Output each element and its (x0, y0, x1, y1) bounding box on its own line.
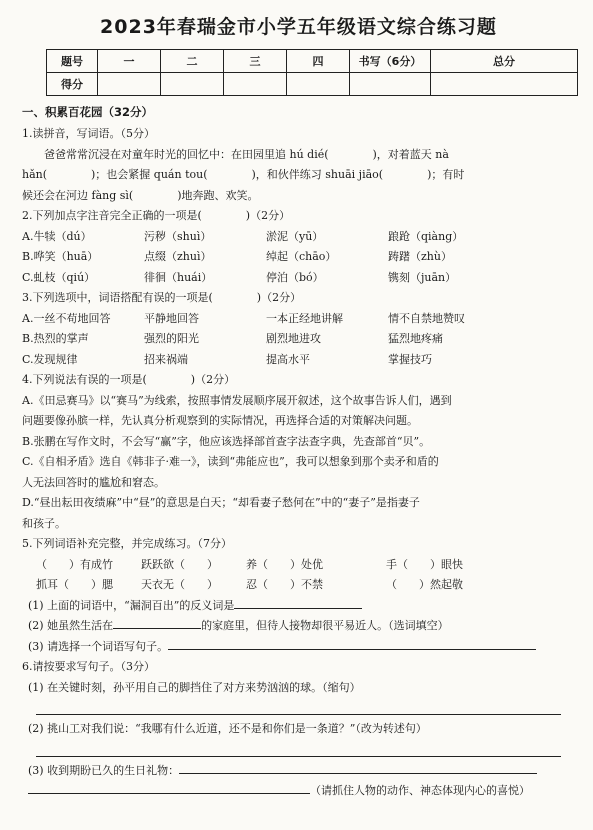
question-3-stem: 3.下列选项中，词语搭配有误的一项是( )（2分） (22, 291, 302, 304)
option-item: 停泊（bó） (266, 270, 324, 284)
option-item: 一本正经地讲解 (266, 311, 343, 325)
question-6-sub-3-continued (22, 781, 575, 802)
option-item: 污秽（shuì） (144, 229, 212, 243)
score-cell[interactable] (98, 73, 161, 96)
question-6-stem: 6.请按要求写句子。（3分） (22, 660, 155, 673)
score-header-cell: 总分 (431, 50, 578, 73)
option-item: 猛烈地疼痛 (388, 332, 443, 345)
score-cell[interactable] (431, 73, 578, 96)
question-5-sub-1 (22, 596, 575, 617)
question-6-sub-2: (2) 挑山工对我们说：“我哪有什么近道，还不是和你们是一条道？”（改为转述句） (28, 722, 427, 735)
idiom-item: 天衣无（ ） (141, 578, 218, 591)
option-item: 徘徊（huái） (144, 270, 213, 284)
idiom-item: 跃跃欲（ ） (141, 557, 218, 571)
question-2-option-row (22, 268, 575, 289)
score-header-cell: 题号 (47, 50, 98, 73)
sub-question-text: (3) 收到期盼已久的生日礼物： (28, 763, 180, 777)
question-1-text-line: hǎn( )；也会紧握 quán tou( )，和伙伴练习 shuāi jiāo( )；有时 (22, 168, 465, 181)
option-item: B.热烈的掌声 (22, 332, 89, 345)
option-item: 掌握技巧 (388, 352, 432, 366)
idiom-item: （ ）然起敬 (386, 578, 463, 591)
question-4-text-line: D.“昼出耘田夜绩麻”中“昼”的意思是白天；“却看妻子愁何在”中的“妻子”是指妻子 (22, 496, 420, 509)
idiom-item: 抓耳（ ）腮 (36, 578, 113, 591)
answer-blank[interactable] (179, 761, 537, 774)
answer-line[interactable] (36, 740, 561, 757)
score-cell[interactable] (224, 73, 287, 96)
sub-question-text: 的家庭里，但待人接物却很平易近人。（选词填空） (201, 619, 449, 632)
question-4-stem: 4.下列说法有误的一项是( )（2分） (22, 373, 236, 386)
question-2-option-row (22, 247, 575, 268)
question-2-stem: 2.下列加点字注音完全正确的一项是( )（2分） (22, 209, 291, 222)
score-header-cell: 二 (161, 50, 224, 73)
answer-blank[interactable] (113, 616, 201, 629)
score-cell[interactable] (161, 73, 224, 96)
answer-blank[interactable] (28, 781, 310, 794)
idiom-item: 手（ ）眼快 (386, 557, 463, 571)
option-item: 剧烈地进攻 (266, 332, 321, 345)
idiom-row (22, 555, 575, 576)
option-item: 镌刻（juān） (388, 270, 457, 284)
option-item: 淤泥（yū） (266, 229, 324, 243)
score-header-cell: 三 (224, 50, 287, 73)
question-4-text-line: 和孩子。 (22, 516, 66, 530)
question-6-sub-3 (22, 761, 575, 782)
section-heading: 一、积累百花园（32分） (22, 105, 154, 119)
option-item: 平静地回答 (144, 311, 199, 325)
question-4-text-line: C.《自相矛盾》选自《韩非子·难一》，读到“弗能应也”，我可以想象到那个卖矛和盾的 (22, 455, 439, 468)
score-cell[interactable] (350, 73, 431, 96)
score-table (46, 49, 578, 96)
sub-question-text: (3) 请选择一个词语写句子。 (28, 639, 169, 653)
score-header-cell: 四 (287, 50, 350, 73)
page-title: 2023年春瑞金市小学五年级语文综合练习题 (100, 16, 497, 38)
question-1-text-line: 爸爸常常沉浸在对童年时光的回忆中：在田园里追 hú dié( )，对着蓝天 nà (44, 147, 449, 161)
option-item: B.哗笑（huā） (22, 250, 99, 263)
question-5-stem: 5.下列词语补充完整，并完成练习。（7分） (22, 537, 232, 550)
score-table-header-row (47, 50, 578, 73)
score-cell[interactable] (287, 73, 350, 96)
option-item: A.牛犊（dú） (22, 229, 92, 243)
score-header-cell: 一 (98, 50, 161, 73)
answer-blank[interactable] (168, 637, 536, 650)
option-item: 强烈的阳光 (144, 332, 199, 345)
score-table-score-row (47, 73, 578, 96)
option-item: 点缀（zhuì） (144, 250, 212, 263)
option-item: 提高水平 (266, 352, 310, 366)
question-4-text-line: 问题要像孙膑一样，先认真分析观察到的实际情况，再选择合适的对策解决问题。 (22, 414, 418, 427)
question-4-text-line: 人无法回答时的尴尬和窘态。 (22, 475, 165, 489)
question-6-sub-1: (1) 在关键时刻，孙平用自己的脚挡住了对方来势汹汹的球。（缩句） (28, 680, 361, 694)
question-3-option-row (22, 329, 575, 350)
score-row-label: 得分 (47, 73, 98, 96)
idiom-item: （ ）有成竹 (36, 557, 113, 571)
sub-question-text: (2) 她虽然生活在 (28, 619, 114, 632)
question-4-text-line: B.张鹏在写作文时，不会写“赢”字，他应该选择部首查字法查字典，先查部首“贝”。 (22, 434, 431, 448)
sub-question-text: (1) 上面的词语中，“漏洞百出”的反义词是 (28, 598, 235, 612)
question-4-text-line: A.《田忌赛马》以“赛马”为线索，按照事情发展顺序展开叙述，这个故事告诉人们，遇到 (22, 393, 452, 407)
sub-question-hint: （请抓住人物的动作、神态体现内心的喜悦） (310, 784, 530, 797)
option-item: 踉跄（qiàng） (388, 229, 464, 243)
question-2-option-row (22, 227, 575, 248)
option-item: 绰起（chāo） (266, 250, 337, 263)
idiom-row (22, 575, 575, 596)
option-item: C.虬枝（qiú） (22, 270, 96, 284)
answer-blank[interactable] (234, 596, 362, 609)
option-item: A.一丝不苟地回答 (22, 311, 111, 325)
question-1-text-line: 候还会在河边 fàng sì( )地奔跑、欢笑。 (22, 188, 259, 202)
score-header-cell: 书写（6分） (350, 50, 431, 73)
answer-line[interactable] (36, 698, 561, 715)
question-3-option-row (22, 309, 575, 330)
option-item: 踌躇（zhù） (388, 250, 452, 263)
idiom-item: 忍（ ）不禁 (246, 578, 323, 591)
question-5-sub-3 (22, 637, 575, 658)
option-item: C.发现规律 (22, 352, 78, 366)
option-item: 情不自禁地赞叹 (388, 311, 465, 325)
option-item: 招来祸端 (144, 352, 188, 366)
question-1-stem: 1.读拼音，写词语。（5分） (22, 127, 155, 140)
question-3-option-row (22, 350, 575, 371)
question-5-sub-2 (22, 616, 575, 637)
idiom-item: 养（ ）处优 (246, 557, 323, 571)
